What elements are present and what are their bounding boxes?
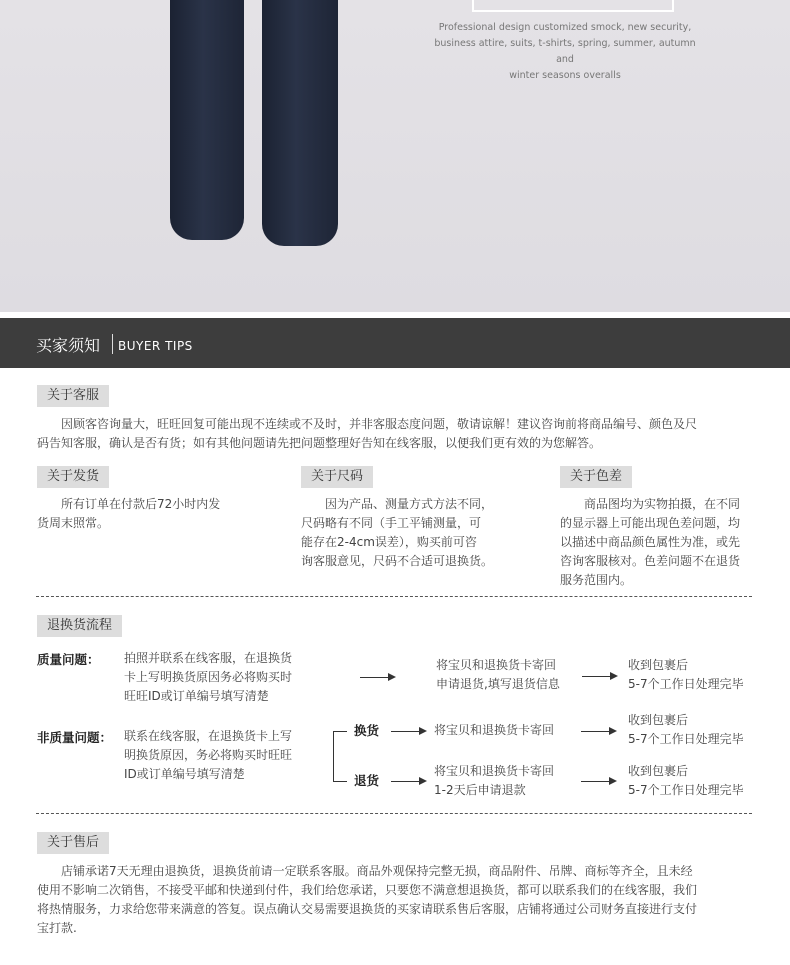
tag-color-difference: 关于色差 — [560, 466, 632, 488]
arrow-right-icon — [391, 731, 425, 732]
text-line: 拍照并联系在线客服，在退换货 — [124, 651, 293, 665]
caption-line: business attire, suits, t-shirts, spring, summer, autumn and — [434, 38, 696, 65]
caption-line: Professional design customized smock, new security, — [438, 22, 692, 33]
arrow-right-icon — [581, 731, 615, 732]
text-line: ID或订单编号填写清楚 — [124, 767, 245, 781]
customer-service-text — [37, 415, 757, 453]
text-line: 1-2天后申请退款 — [434, 783, 526, 797]
quality-issue-label: 质量问题： — [37, 652, 100, 667]
text-line: 明换货原因，务必将购买时旺旺 — [124, 748, 293, 762]
arrow-right-icon — [360, 677, 394, 678]
shipping-text — [37, 495, 267, 533]
text-line: 以描述中商品颜色属性为准，或先 — [560, 535, 741, 549]
tag-customer-service: 关于客服 — [37, 385, 109, 407]
tag-return-process: 退换货流程 — [37, 615, 122, 637]
caption-frame — [472, 0, 674, 12]
text-line: 收到包裹后 — [628, 764, 689, 778]
text-line: 5-7个工作日处理完毕 — [628, 732, 744, 746]
flow-bracket-tick — [333, 731, 347, 732]
banner-divider — [112, 334, 113, 354]
tag-after-sales: 关于售后 — [37, 832, 109, 854]
text-line: 将宝贝和退换货卡寄回 — [434, 764, 555, 778]
text-line: 因为产品、测量方式方法不同， — [301, 497, 494, 511]
text-line: 能存在2-4cm误差），购买前可咨 — [301, 535, 477, 549]
text-line: 商品图均为实物拍摄，在不同 — [560, 497, 741, 511]
text-line: 旺旺ID或订单编号填写清楚 — [124, 689, 269, 703]
text-line: 5-7个工作日处理完毕 — [628, 677, 744, 691]
text-line: 使用不影响二次销售，不接受平邮和快递到付件，我们给您承诺，只要您不满意想退换货，都可以联系我们的在线客服，我们 — [37, 883, 698, 897]
quality-issue-step — [436, 656, 586, 694]
text-line: 的显示器上可能出现色差问题，均 — [560, 516, 741, 530]
dashed-divider — [36, 596, 752, 597]
banner-title: 买家须知 — [36, 336, 101, 355]
refund-step — [434, 762, 584, 800]
text-line: 卡上写明换货原因务必将购买时 — [124, 670, 293, 684]
refund-label: 退货 — [354, 773, 380, 788]
text-line: 将热情服务，力求给您带来满意的答复。误点确认交易需要退换货的买家请联系售后客服，店铺将通过公司财务直接进行支付 — [37, 902, 698, 916]
text-line: 联系在线客服，在退换货卡上写 — [124, 729, 293, 743]
text-line: 因顾客咨询量大，旺旺回复可能出现不连续或不及时，并非客服态度问题，敬请谅解！建议咨询前将商品编号、颜色及尺 — [37, 417, 698, 431]
text-line: 店铺承诺7天无理由退换货，退换货前请一定联系客服。商品外观保持完整无损，商品附件、吊牌、商标等齐全，且未经 — [37, 864, 693, 878]
text-line: 尺码略有不同（手工平铺测量，可 — [301, 516, 482, 530]
flow-bracket — [333, 731, 334, 781]
quality-issue-desc — [124, 649, 324, 706]
arrow-right-icon — [582, 676, 616, 677]
trouser-right-leg — [262, 0, 338, 246]
trouser-left-leg — [170, 0, 244, 240]
refund-result — [628, 762, 758, 800]
text-line: 所有订单在付款后72小时内发 — [37, 497, 221, 511]
dashed-divider — [36, 813, 752, 814]
color-difference-text — [560, 495, 760, 590]
exchange-result — [628, 711, 758, 749]
flow-bracket-tick — [333, 781, 347, 782]
tag-size: 关于尺码 — [301, 466, 373, 488]
tag-shipping: 关于发货 — [37, 466, 109, 488]
arrow-right-icon — [391, 781, 425, 782]
text-line: 申请退货,填写退货信息 — [436, 677, 560, 691]
text-line: 咨询客服核对。色差问题不在退货 — [560, 554, 741, 568]
exchange-step: 将宝贝和退换货卡寄回 — [434, 723, 555, 737]
text-line: 服务范围内。 — [560, 573, 633, 587]
non-quality-issue-label: 非质量问题： — [37, 730, 113, 745]
text-line: 码告知客服，确认是否有货；如有其他问题请先把问题整理好告知在线客服，以便我们更有效的为您解答。 — [37, 436, 602, 450]
text-line: 收到包裹后 — [628, 713, 689, 727]
text-line: 询客服意见，尺码不合适可退换货。 — [301, 554, 494, 568]
size-text — [301, 495, 521, 571]
product-caption — [425, 20, 705, 84]
exchange-label: 换货 — [354, 723, 380, 738]
caption-line: winter seasons overalls — [509, 70, 621, 81]
arrow-right-icon — [581, 781, 615, 782]
text-line: 将宝贝和退换货卡寄回 — [436, 658, 557, 672]
banner-subtitle: BUYER TIPS — [118, 339, 193, 353]
text-line: 5-7个工作日处理完毕 — [628, 783, 744, 797]
non-quality-issue-desc — [124, 727, 339, 784]
text-line: 宝打款. — [37, 921, 77, 935]
quality-issue-result — [628, 656, 758, 694]
text-line: 收到包裹后 — [628, 658, 689, 672]
text-line: 货周末照常。 — [37, 516, 110, 530]
after-sales-text — [37, 862, 759, 938]
